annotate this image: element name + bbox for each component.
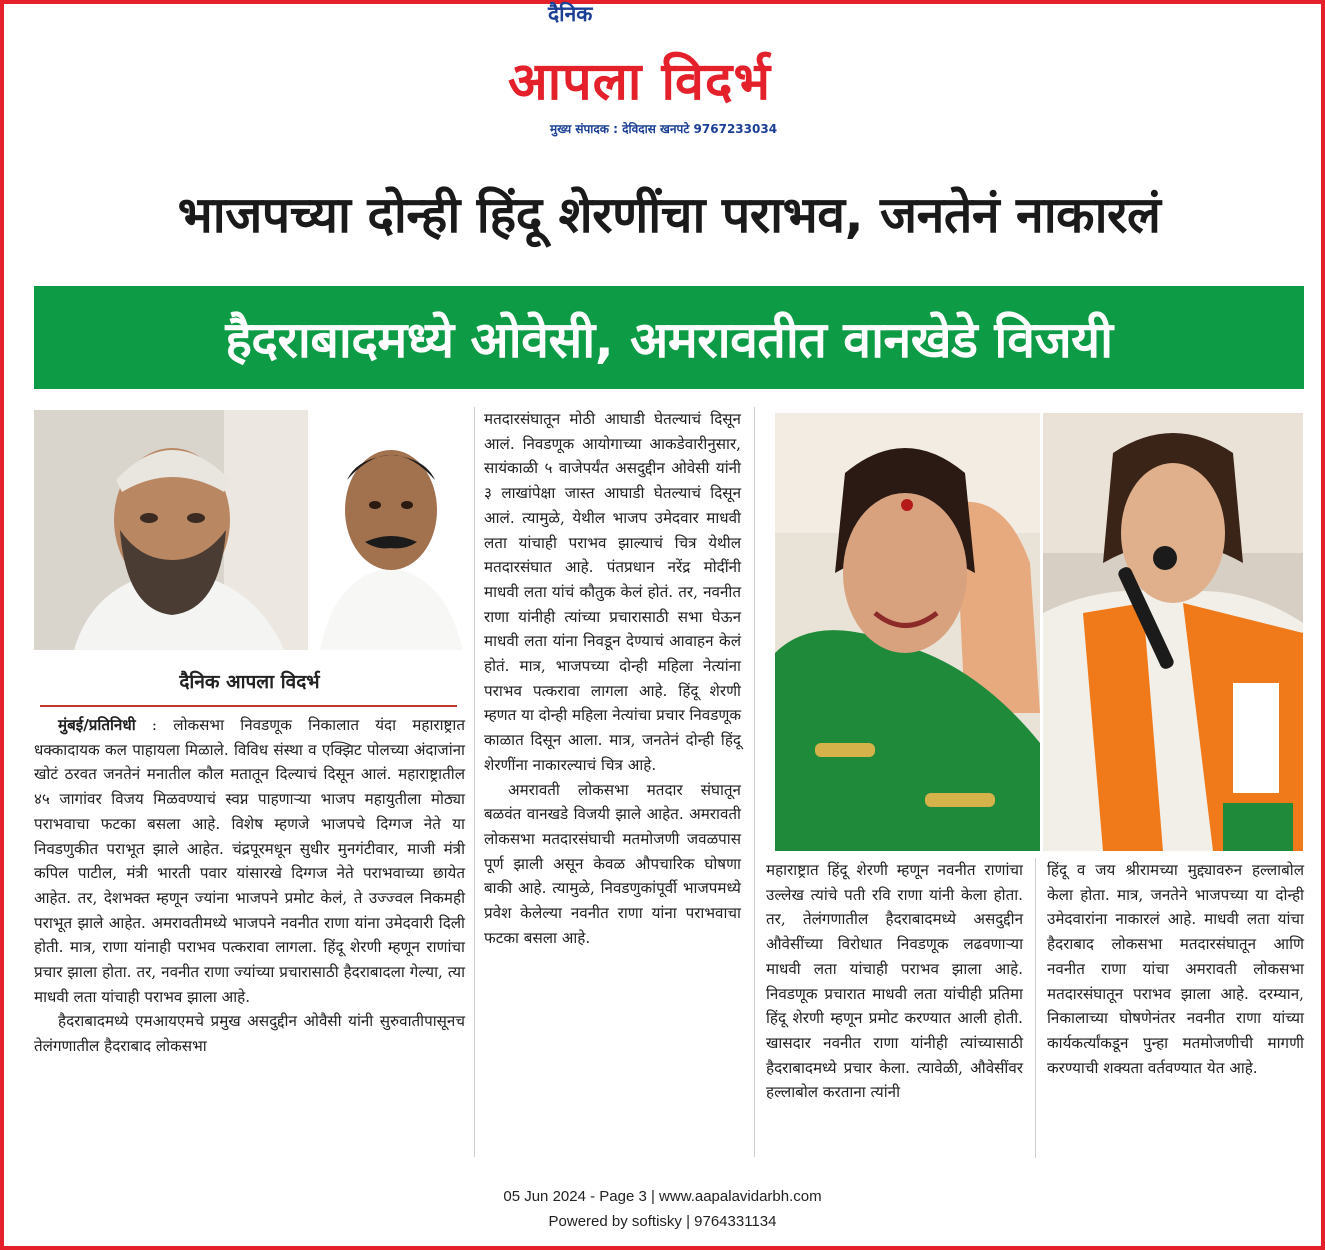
column-divider <box>474 407 475 1157</box>
article-paragraph: महाराष्ट्रात हिंदू शेरणी म्हणून नवनीत राणांचा उल्लेख त्यांचे पती रवि राणा यांनी केला होता. तर, तेलंगणातील हैदराबादमध्ये असदुद्दीन औवेसींच्या विरोधात निवडणूक लढवणाऱ्या माधवी लता यांचाही पराभव झाला आहे. निवडणूक प्रचारात माधवी लता यांचीही प्रतिमा हिंदू शेरणी म्हणून प्रमोट करण्यात आली होती. खासदार नवनीत राणा यांनीही त्यांच्यासाठी हैदराबादमध्ये प्रचार केला. त्यावेळी, औवेसींवर हल्लाबोल करताना त्यांनी <box>766 861 1023 1102</box>
main-headline: भाजपच्या दोन्ही हिंदू शेरणींचा पराभव, जनतेनं नाकारलं <box>177 186 1161 244</box>
article-column-1 <box>34 713 465 1059</box>
masthead-prefix: दैनिक <box>548 2 593 26</box>
photo-madhavi-latha <box>775 413 1040 851</box>
article-paragraph: अमरावती लोकसभा मतदार संघातून बळवंत वानखडे विजयी झाले आहेत. अमरावती लोकसभा मतदारसंघाची मतमोजणी जवळपास पूर्ण झाली असून केवळ औपचारिक घोषणा बाकी आहे. त्यामुळे, निवडणुकांपूर्वी भाजपमध्ये प्रवेश केलेल्या नवनीत राणा यांना पराभवाचा फटका बसला आहे. <box>484 780 741 947</box>
footer-date-page: 05 Jun 2024 - Page 3 | www.aapalavidarbh.com <box>503 1188 822 1205</box>
article-paragraph: हैदराबादमध्ये एमआयएमचे प्रमुख असदुद्दीन ओवैसी यांनी सुरुवातीपासूनच तेलंगणातील हैदराबाद लोकसभा <box>34 1012 465 1056</box>
photo-wankhede <box>315 410 465 650</box>
article-column-4 <box>1047 858 1304 1080</box>
column-divider <box>754 407 755 1157</box>
masthead-editor: मुख्य संपादक : देविदास खनपटे 9767233034 <box>550 122 778 136</box>
photo-navneet-rana <box>1043 413 1303 851</box>
article-paragraph: हिंदू व जय श्रीरामच्या मुद्द्यावरुन हल्लाबोल केला होता. मात्र, जनतेने भाजपच्या या दोन्ही उमेदवारांना नाकारलं आहे. माधवी लता यांचा हैदराबाद लोकसभा मतदारसंघातून आणि नवनीत राणा यांचा अमरावती लोकसभा मतदारसंघातून पराभव झाला आहे. दरम्यान, निकालाच्या घोषणेनंतर नवनीत राणा यांच्या कार्यकर्त्यांकडून पुन्हा मतमोजणीची मागणी करण्याची शक्यता वर्तवण्यात येत आहे. <box>1047 861 1304 1077</box>
article-column-2 <box>484 407 741 950</box>
dateline: मुंबई/प्रतिनिधी <box>58 716 136 734</box>
article-column-3 <box>766 858 1023 1105</box>
article-text: : लोकसभा निवडणूक निकालात यंदा महाराष्ट्रात धक्कादायक कल पाहायला मिळाले. विविध संस्था व एक्झिट पोलच्या अंदाजांना खोटं ठरवत जनतेनं मनातील कौल मतातून दिल्याचं दिसून आलं. महाराष्ट्रातील ४५ जागांवर विजय मिळवण्याचं स्वप्न पाहणाऱ्या भाजप महायुतीला मोठ्या पराभवाचा फटका बसला आहे. विशेष म्हणजे भाजपचे दिग्गज नेते या निवडणुकीत पराभूत झाले आहेत. चंद्रपूरमधून सुधीर मुनगंटीवार, माजी मंत्री कपिल पाटील, मंत्री भारती पवार यांसारखे दिग्गज नेते पराभवाच्या छायेत आहेत. तर, देशभक्त म्हणून ज्यांना भाजपने प्रमोट केलं, ते उज्ज्वल निकमही पराभूत झाले आहेत. अमरावतीमध्ये भाजपने नवनीत राणा यांना उमेदवारी दिली होती. मात्र, राणा यांनाही पराभव पत्करावा लागला. हिंदू शेरणी म्हणून राणांचा प्रचार झाला होता. तर, नवनीत राणा ज्यांच्या प्रचारासाठी हैदराबादला गेल्या, त्या माधवी लता यांचाही पराभव झाला आहे. <box>34 716 465 1006</box>
article-paragraph: मतदारसंघातून मोठी आघाडी घेतल्याचं दिसून आलं. निवडणूक आयोगाच्या आकडेवारीनुसार, सायंकाळी ५ वाजेपर्यंत असदुद्दीन ओवेसी यांनी ३ लाखांपेक्षा जास्त आघाडी घेतल्याचं दिसून आलं. त्यामुळे, येथील भाजप उमेदवार माधवी लता यांचाही पराभव झाल्याचं चित्र येथील मतदारसंघात आहे. पंतप्रधान नरेंद्र मोदींनी माधवी लता यांचं कौतुक केलं होतं. तर, नवनीत राणा यांनीही त्यांच्या प्रचारासाठी सभा घेऊन माधवी लता यांना निवडून देण्याचं आवाहन केलं होतं. मात्र, भाजपच्या दोन्ही महिला नेत्यांना पराभव पत्करावा लागला आहे. हिंदू शेरणी म्हणत या दोन्ही महिला नेत्यांचा प्रचार निवडणूक काळात दिसून आला. मात्र, जनतेनं दोन्ही हिंदू शेरणींना नाकारल्याचं चित्र आहे. <box>484 410 742 774</box>
photo-credit: दैनिक आपला विदर्भ <box>179 671 320 693</box>
article-paragraph <box>34 713 465 1009</box>
masthead-title: आपला विदर्भ <box>508 52 772 112</box>
sub-headline-band <box>34 286 1304 389</box>
credit-divider <box>40 705 457 707</box>
photo-owaisi <box>34 410 308 650</box>
footer-powered-by: Powered by softisky | 9764331134 <box>548 1213 777 1230</box>
sub-headline: हैदराबादमध्ये ओवेसी, अमरावतीत वानखेडे विजयी <box>225 310 1113 369</box>
column-divider <box>1035 858 1036 1158</box>
